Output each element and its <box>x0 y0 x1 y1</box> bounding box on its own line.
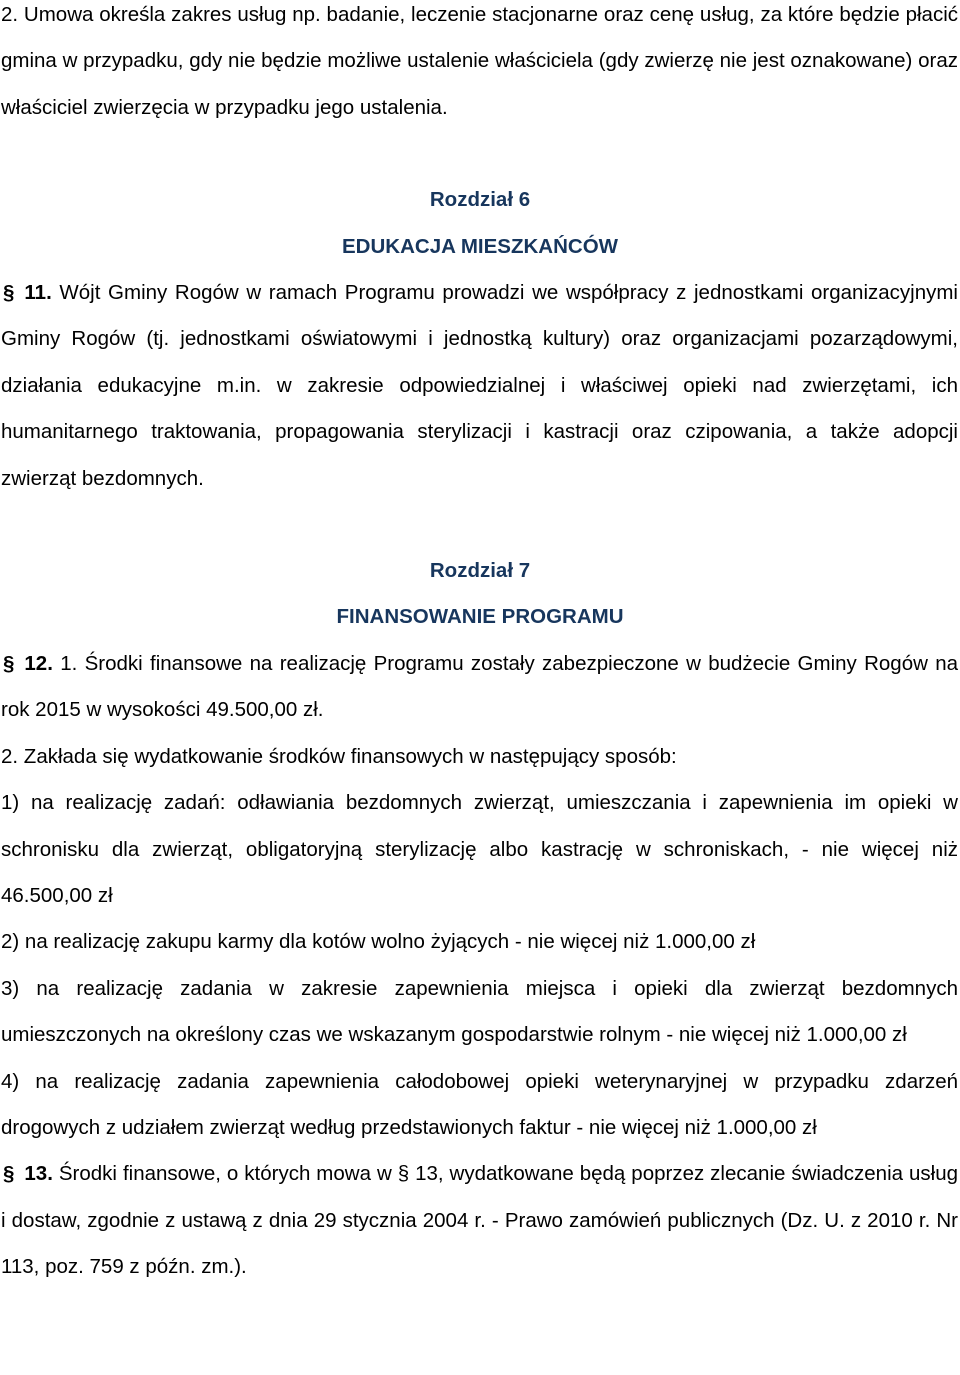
section-sign-icon: § <box>3 651 15 675</box>
section-12-number: 12. <box>24 651 53 675</box>
list-item: 2) na realizację zakupu karmy dla kotów wolno żyjących - nie więcej niż 1.000,00 zł <box>1 930 756 954</box>
section-11-number: 11. <box>24 281 52 305</box>
chapter-6-title: Rozdział 6 <box>429 188 531 212</box>
list-item: 1) na realizację zadań: odławiania bezdomnych zwierząt, umieszczania i zapewnienia im opieki w schronisku dla zwierząt, obligatoryjną sterylizację albo kastrację w schroniskach, - nie więcej niż 46.500,00 zł <box>1 791 958 907</box>
paragraph-2-contract-scope: 2. Umowa określa zakres usług np. badanie, leczenie stacjonarne oraz cenę usług, za które będzie płacić gmina w przypadku, gdy nie będzie możliwe ustalenie właściciela (gdy zwierzę nie jest oznakowane) oraz właściciel zwierzęcia w przypadku jego ustalenia. <box>1 3 958 119</box>
list-item: 4) na realizację zadania zapewnienia całodobowej opieki weterynaryjnej w przypadku zdarzeń drogowych z udziałem zwierząt według przedstawionych faktur - nie więcej niż 1.000,00 zł <box>1 1069 958 1139</box>
section-13 <box>0 1151 960 1290</box>
chapter-7-title: Rozdział 7 <box>429 559 531 583</box>
section-12-paragraph-1 <box>0 641 960 734</box>
section-sign-icon: § <box>3 1162 15 1186</box>
section-11 <box>0 270 960 502</box>
spacer <box>0 131 960 177</box>
chapter-7-subtitle: FINANSOWANIE PROGRAMU <box>336 605 624 629</box>
section-sign-icon: § <box>3 281 15 305</box>
chapter-6-subtitle: EDUKACJA MIESZKAŃCÓW <box>342 234 618 258</box>
list-item: 3) na realizację zadania w zakresie zapewnienia miejsca i opieki dla zwierząt bezdomnych umieszczonych na określony czas we wskazanym gospodarstwie rolnym - nie więcej niż 1.000,00 zł <box>1 976 958 1047</box>
section-12-paragraph-2: 2. Zakłada się wydatkowanie środków finansowych w następujący sposób: <box>1 744 677 768</box>
spacer <box>0 502 960 548</box>
section-12-para1-text: 1. Środki finansowe na realizację Programu zostały zabezpieczone w budżecie Gminy Rogów na rok 2015 w wysokości 49.500,00 zł. <box>1 651 958 722</box>
section-13-text: Środki finansowe, o których mowa w § 13, wydatkowane będą poprzez zlecanie świadczenia usług i dostaw, zgodnie z ustawą z dnia 29 stycznia 2004 r. - Prawo zamówień publicznych (Dz. U. z 2010 r. Nr 113, poz. 759 z późn. zm.). <box>1 1162 958 1279</box>
section-11-text: Wójt Gminy Rogów w ramach Programu prowadzi we współpracy z jednostkami organizacyjnymi Gminy Rogów (tj. jednostkami oświatowymi i jednostką kultury) oraz organizacjami pozarządowymi, działania edukacyjne m.in. w zakresie odpowiedzialnej i właściwej opieki nad zwierzętami, ich humanitarnego traktowania, propagowania sterylizacji i kastracji oraz czipowania, a także adopcji zwierząt bezdomnych. <box>1 281 958 490</box>
section-13-number: 13. <box>24 1162 53 1186</box>
